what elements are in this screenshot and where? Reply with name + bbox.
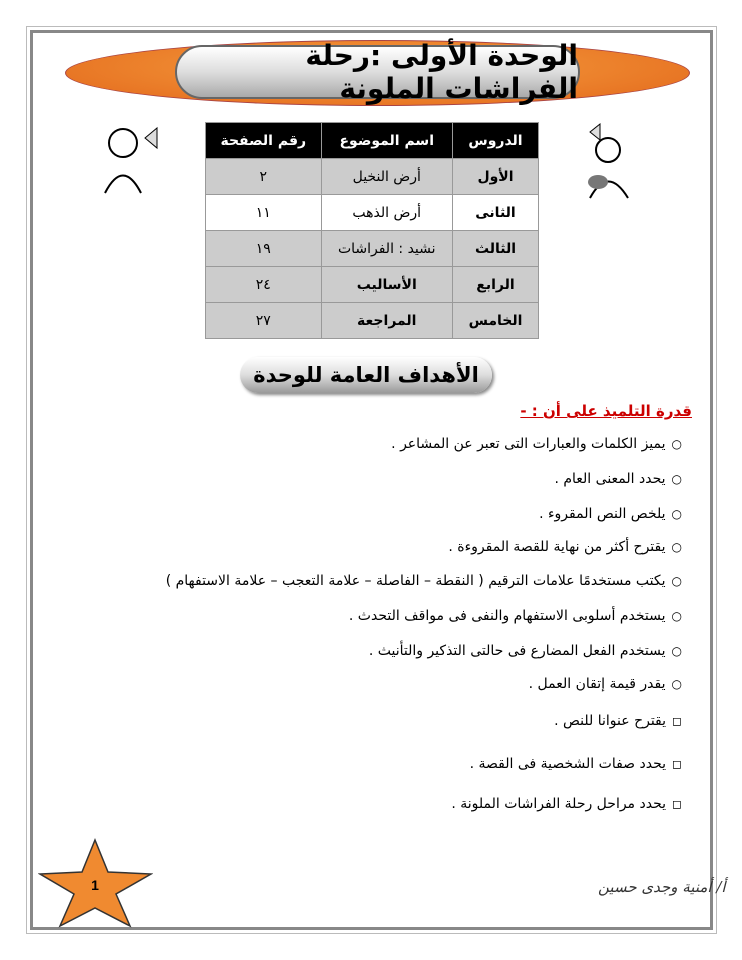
page-cell: ١١ (206, 195, 322, 231)
bullet-icon: ◻ (672, 797, 682, 811)
author-signature: أ/ أمنية وجدى حسين (598, 878, 726, 896)
page-title: الوحدة الأولى :رحلة الفراشات الملونة (305, 39, 578, 105)
header-page: رقم الصفحة (206, 123, 322, 159)
objective-item (554, 713, 682, 729)
objective-item (448, 539, 682, 555)
bullet-icon: ○ (671, 644, 682, 658)
bullet-icon: ○ (671, 609, 682, 623)
objective-text: يحدد صفات الشخصية فى القصة . (469, 756, 667, 772)
table-row (206, 267, 539, 303)
objective-text: يستخدم أسلوبى الاستفهام والنفى فى مواقف التحدث . (348, 608, 666, 624)
lessons-table (205, 122, 539, 339)
objective-text: يميز الكلمات والعبارات التى تعبر عن المشاعر . (391, 436, 666, 452)
header-lessons: الدروس (453, 123, 539, 159)
topic-cell: المراجعة (321, 303, 453, 339)
lesson-cell: الثانى (453, 195, 539, 231)
objective-item (349, 608, 682, 624)
topic-cell: الأساليب (321, 267, 453, 303)
objective-item (529, 676, 682, 692)
lesson-cell: الخامس (453, 303, 539, 339)
bullet-icon: ○ (671, 540, 682, 554)
table-row (206, 231, 539, 267)
objective-text: يقدر قيمة إتقان العمل . (528, 676, 666, 692)
objectives-title-pill (240, 357, 492, 393)
bullet-icon: ○ (671, 574, 682, 588)
objective-text: يلخص النص المقروء . (539, 506, 666, 522)
objective-item (470, 756, 682, 772)
lesson-cell: الثالث (453, 231, 539, 267)
objectives-title: الأهداف العامة للوحدة (253, 363, 479, 387)
header-topic: اسم الموضوع (321, 123, 453, 159)
objective-item (539, 506, 682, 522)
objective-text: يحدد مراحل رحلة الفراشات الملونة . (451, 796, 667, 812)
bullet-icon: ○ (671, 677, 682, 691)
objective-text: يستخدم الفعل المضارع فى حالتى التذكير والتأنيث . (368, 643, 666, 659)
page-number: 1 (91, 877, 99, 893)
objective-item (369, 643, 682, 659)
boy-butterfly-illustration-icon (578, 120, 648, 200)
objective-item (451, 796, 682, 812)
table-row (206, 195, 539, 231)
page-cell: ٢٤ (206, 267, 322, 303)
page-cell: ١٩ (206, 231, 322, 267)
bullet-icon: ○ (671, 507, 682, 521)
page-cell: ٢٧ (206, 303, 322, 339)
lesson-cell: الرابع (453, 267, 539, 303)
bullet-icon: ◻ (672, 757, 682, 771)
table-row (206, 303, 539, 339)
objectives-heading: قدرة التلميذ على أن : - (520, 402, 692, 420)
lesson-cell: الأول (453, 159, 539, 195)
topic-cell: أرض النخيل (321, 159, 453, 195)
page-cell: ٢ (206, 159, 322, 195)
topic-cell: أرض الذهب (321, 195, 453, 231)
topic-cell: نشيد : الفراشات (321, 231, 453, 267)
table-header (206, 123, 539, 159)
objective-item (554, 471, 682, 487)
girl-butterfly-illustration-icon (95, 118, 165, 198)
bullet-icon: ○ (671, 472, 682, 486)
title-pill (175, 39, 580, 105)
page-number-star-icon (38, 838, 153, 928)
objective-text: يحدد المعنى العام . (554, 471, 666, 487)
bullet-icon: ○ (671, 437, 682, 451)
objective-item (166, 573, 682, 589)
objective-text: يكتب مستخدمًا علامات الترقيم ( النقطة – الفاصلة – علامة التعجب – علامة الاستفهام ) (165, 573, 666, 589)
objective-item (391, 436, 682, 452)
bullet-icon: ◻ (672, 714, 682, 728)
table-row (206, 159, 539, 195)
objective-text: يقترح أكثر من نهاية للقصة المقروءة . (448, 539, 666, 555)
objective-text: يقترح عنوانا للنص . (554, 713, 667, 729)
